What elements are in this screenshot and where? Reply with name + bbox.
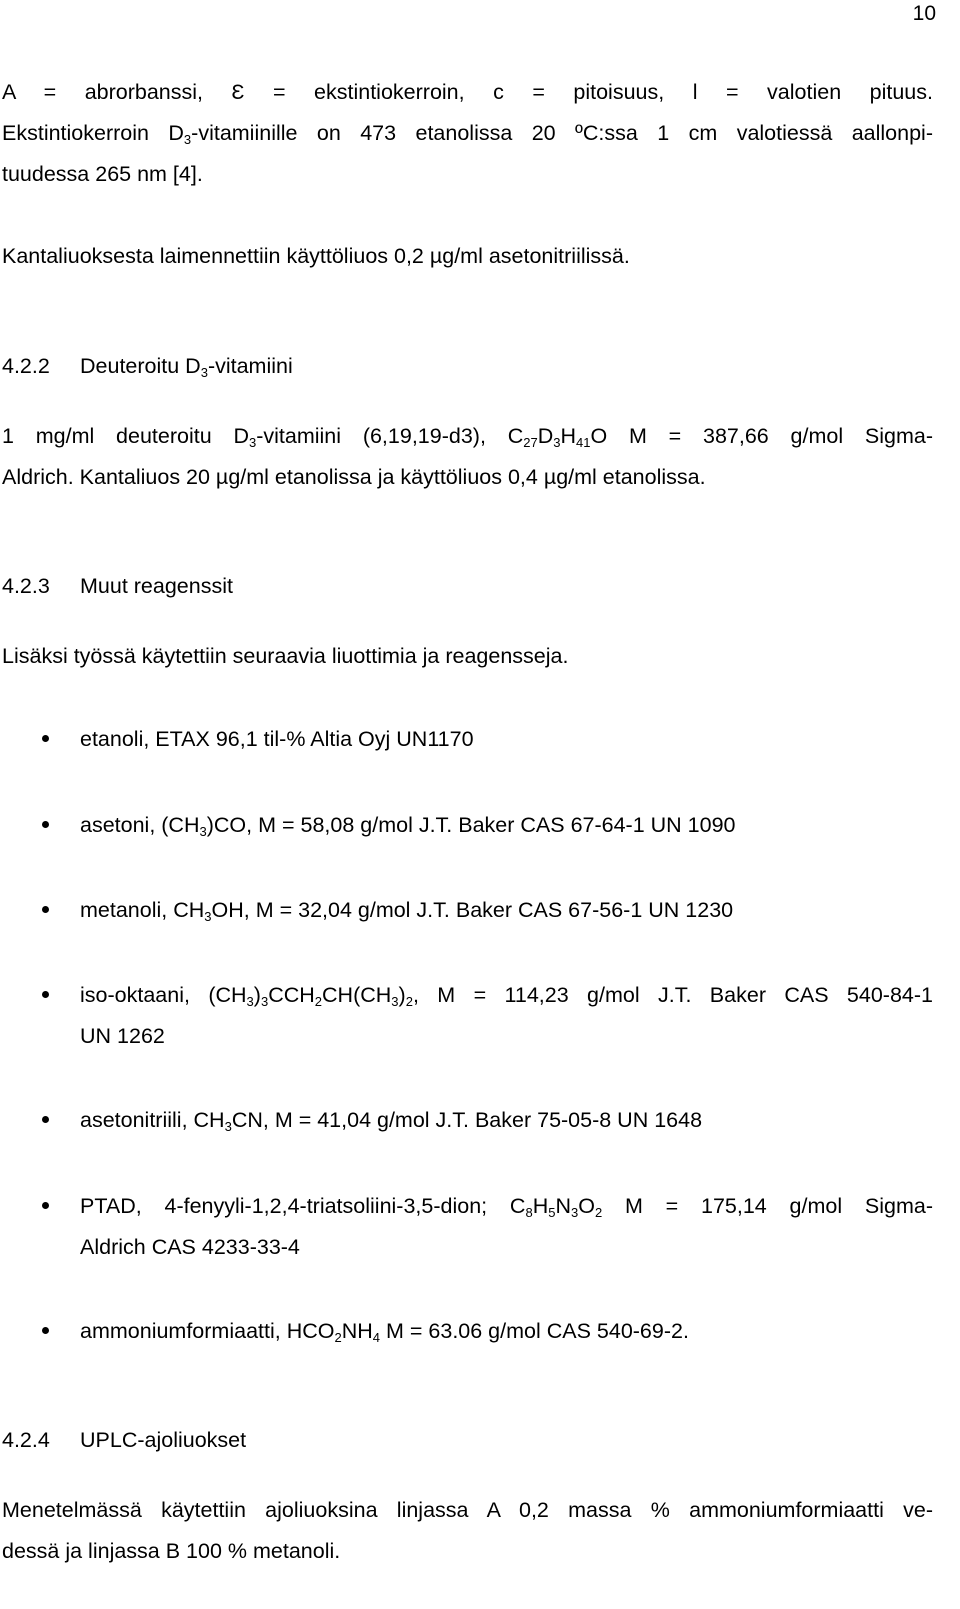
bullet-icon	[42, 1116, 49, 1123]
intro-line-2: Ekstintiokerroin $D_3$-vitamiinille on 473 etanolissa 20 ºC:ssa 1 cm valotiessä aallonpi-	[2, 121, 933, 147]
section-4-2-4-body	[2, 1490, 933, 1572]
section-heading-4-2-3	[2, 566, 933, 607]
bullet-icon	[42, 735, 49, 742]
intro-line-1: A = abrorbanssi, Ɛ = ekstintiokerroin, c = pitoisuus, l = valotien pituus.	[2, 80, 933, 104]
section-title: Muut reagenssit	[80, 574, 233, 598]
stock-dilution-paragraph: Kantaliuoksesta laimennettiin käyttöliuos 0,2 µg/ml asetonitriilissä.	[2, 244, 630, 268]
bullet-icon	[42, 1327, 49, 1334]
bullet-icon	[42, 991, 49, 998]
list-item: PTAD, 4-fenyyli-1,2,4-triatsoliini-3,5-dion; $C_8H_5N_3O_2$ M = 175,14 g/mol Sigma- Aldrich CAS 4233-33-4	[2, 1186, 933, 1268]
list-item: iso-oktaani, $(CH_3)_3CCH_2CH(CH_3)_2$, M = 114,23 g/mol J.T. Baker CAS 540-84-1 UN 1262	[2, 975, 933, 1057]
list-item: etanoli, ETAX 96,1 til-% Altia Oyj UN1170	[2, 719, 933, 760]
section-4-2-4-line-1: Menetelmässä käytettiin ajoliuoksina linjassa A 0,2 massa % ammoniumformiaatti ve-	[2, 1498, 933, 1522]
section-heading-4-2-2	[2, 346, 933, 387]
list-item: metanoli, $CH_3OH$, M = 32,04 g/mol J.T. Baker CAS 67-56-1 UN 1230	[2, 890, 933, 931]
list-item: ammoniumformiaatti, $HCO_2NH_4$ M = 63.06 g/mol CAS 540-69-2.	[2, 1311, 933, 1352]
section-number: 4.2.2	[2, 354, 50, 378]
section-4-2-4-line-2: dessä ja linjassa B 100 % metanoli.	[2, 1539, 341, 1563]
section-4-2-2-line-2: Aldrich. Kantaliuos 20 µg/ml etanolissa ja käyttöliuos 0,4 µg/ml etanolissa.	[2, 465, 706, 489]
section-4-2-2-line-1: 1 mg/ml deuteroitu $D_3$-vitamiini (6,19,19-d3), $C_{27}D_3H_{41}O$ M = 387,66 g/mol Sigma-	[2, 424, 933, 450]
page-number: 10	[912, 2, 936, 25]
section-heading-4-2-4	[2, 1420, 933, 1461]
list-item: asetonitriili, $CH_3CN$, M = 41,04 g/mol J.T. Baker 75-05-8 UN 1648	[2, 1100, 933, 1141]
section-4-2-2-body	[2, 416, 933, 498]
list-item: asetoni, $(CH_3)CO$, M = 58,08 g/mol J.T. Baker CAS 67-64-1 UN 1090	[2, 805, 933, 846]
section-number: 4.2.4	[2, 1428, 50, 1452]
section-title: UPLC-ajoliuokset	[80, 1428, 247, 1452]
reagents-intro: Lisäksi työssä käytettiin seuraavia liuottimia ja reagensseja.	[2, 644, 569, 668]
section-title: Deuteroitu $D_3$-vitamiini	[80, 354, 293, 380]
intro-paragraph	[2, 72, 933, 195]
bullet-icon	[42, 906, 49, 913]
intro-line-3: tuudessa 265 nm [4].	[2, 162, 203, 186]
bullet-icon	[42, 1202, 49, 1209]
section-number: 4.2.3	[2, 574, 50, 598]
bullet-icon	[42, 821, 49, 828]
